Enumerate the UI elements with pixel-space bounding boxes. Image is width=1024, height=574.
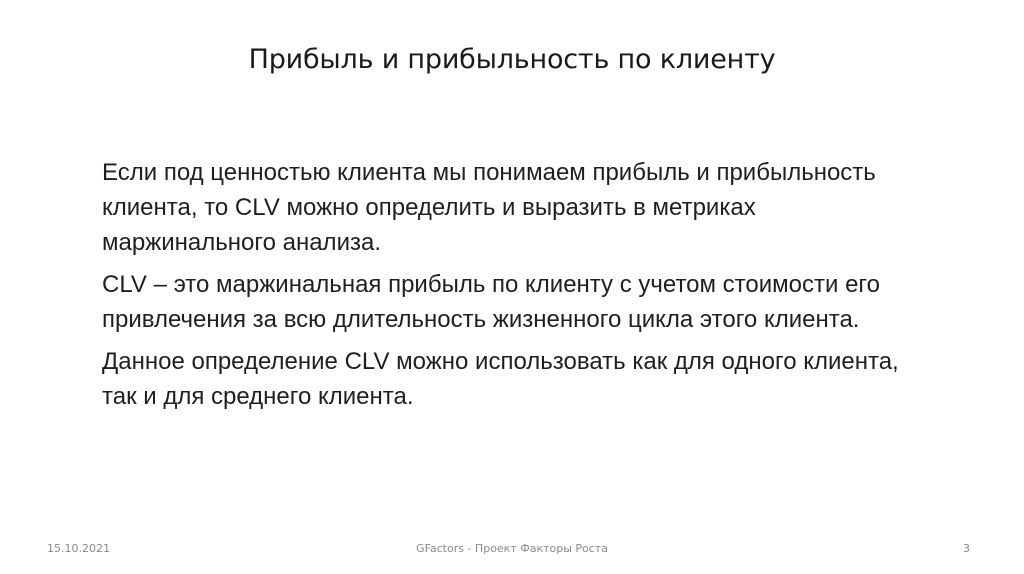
slide-title: Прибыль и прибыльность по клиенту bbox=[248, 44, 776, 75]
paragraph-3: Данное определение CLV можно использовать как для одного клиента, так и для среднего клиента. bbox=[102, 348, 899, 410]
footer-text: GFactors - Проект Факторы Роста bbox=[416, 542, 608, 555]
page-number: 3 bbox=[963, 542, 970, 555]
slide-body bbox=[102, 155, 922, 421]
footer-date: 15.10.2021 bbox=[47, 542, 110, 555]
paragraph-1: Если под ценностью клиента мы понимаем прибыль и прибыльность клиента, то CLV можно определить и выразить в метриках маржинального анализа. bbox=[102, 159, 876, 256]
paragraph-2: CLV – это маржинальная прибыль по клиенту с учетом стоимости его привлечения за всю длительность жизненного цикла этого клиента. bbox=[102, 271, 880, 333]
